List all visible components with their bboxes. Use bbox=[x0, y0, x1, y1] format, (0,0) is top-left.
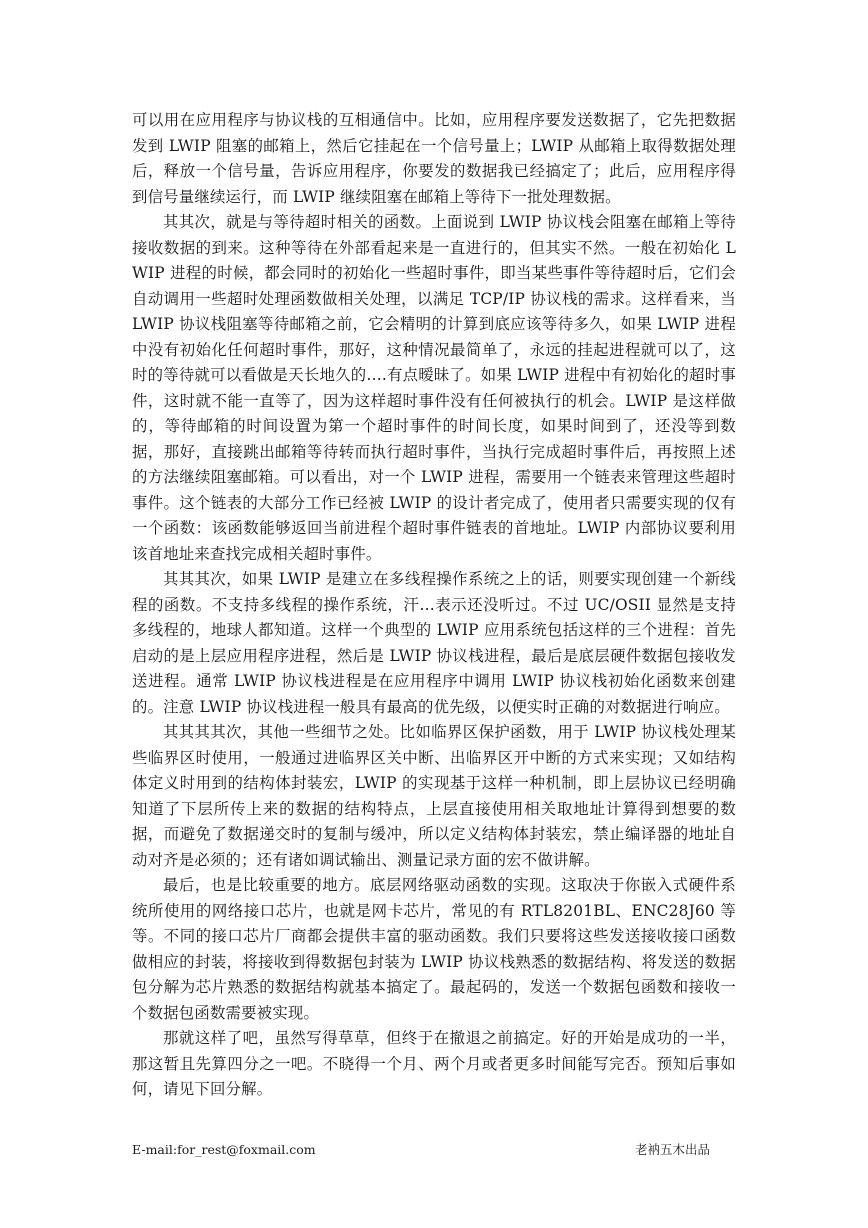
footer-email: E-mail:for_rest@foxmail.com bbox=[132, 1142, 316, 1157]
paragraph-timeout-functions: 其其次，就是与等待超时相关的函数。上面说到 LWIP 协议栈会阻塞在邮箱上等待接收数据的到来。这种等待在外部看起来是一直进行的，但其实不然。一般在初始化 LWIP 进程的时候，都会同时的初始化一些超时事件，即当某些事件等待超时后，它们会自动调用一些超时处理函数做相关处理，以满足 TCP/IP 协议栈的需求。这样看来，当 LWIP 协议栈阻塞等待邮箱之前，它会精明的计算到底应该等待多久，如果 LWIP 进程中没有初始化任何超时事件，那好，这种情况最简单了，永远的挂起进程就可以了，这时的等待就可以看做是天长地久的….有点暧昧了。如果 LWIP 进程中有初始化的超时事件，这时就不能一直等了，因为这样超时事件没有任何被执行的机会。LWIP 是这样做的，等待邮箱的时间设置为第一个超时事件的时间长度，如果时间到了，还没等到数据，那好，直接跳出邮箱等待转而执行超时事件，当执行完成超时事件后，再按照上述的方法继续阻塞邮箱。可以看出，对一个 LWIP 进程，需要用一个链表来管理这些超时事件。这个链表的大部分工作已经被 LWIP 的设计者完成了，使用者只需要实现的仅有一个函数：该函数能够返回当前进程个超时事件链表的首地址。LWIP 内部协议要利用该首地址来查找完成相关超时事件。 bbox=[132, 213, 736, 563]
paragraph-closing: 那就这样了吧，虽然写得草草，但终于在撤退之前搞定。好的开始是成功的一半，那这暂且先算四分之一吧。不晓得一个月、两个月或者更多时间能写完否。预知后事如何，请见下回分解。 bbox=[132, 1029, 736, 1098]
footer-credit: 老衲五木出品 bbox=[634, 1142, 710, 1157]
paragraph-thread-creation: 其其其次，如果 LWIP 是建立在多线程操作系统之上的话，则要实现创建一个新线程的函数。不支持多线程的操作系统，汗…表示还没听过。不过 UC/OSII 显然是支持多线程的，地球人都知道。这样一个典型的 LWIP 应用系统包括这样的三个进程：首先启动的是上层应用程序进程，然后是 LWIP 协议栈进程，最后是底层硬件数据包接收发送进程。通常 LWIP 协议栈进程是在应用程序中调用 LWIP 协议栈初始化函数来创建的。注意 LWIP 协议栈进程一般具有最高的优先级，以便实时正确的对数据进行响应。 bbox=[132, 570, 736, 716]
paragraph-other-details: 其其其其次，其他一些细节之处。比如临界区保护函数，用于 LWIP 协议栈处理某些临界区时使用，一般通过进临界区关中断、出临界区开中断的方式来实现；又如结构体定义时用到的结构体封装宏，LWIP 的实现基于这样一种机制，即上层协议已经明确知道了下层所传上来的数据的结构特点，上层直接使用相关取地址计算得到想要的数据，而避免了数据递交时的复制与缓冲，所以定义结构体封装宏，禁止编译器的地址自动对齐是必须的；还有诸如调试输出、测量记录方面的宏不做讲解。 bbox=[132, 723, 736, 869]
page-footer bbox=[132, 1140, 736, 1160]
paragraph-network-driver: 最后，也是比较重要的地方。底层网络驱动函数的实现。这取决于你嵌入式硬件系统所使用的网络接口芯片，也就是网卡芯片，常见的有 RTL8201BL、ENC28J60 等等。不同的接口芯片厂商都会提供丰富的驱动函数。我们只要将这些发送接收接口函数做相应的封装，将接收到得数据包封装为 LWIP 协议栈熟悉的数据结构、将发送的数据包分解为芯片熟悉的数据结构就基本搞定了。最起码的，发送一个数据包函数和接收一个数据包函数需要被实现。 bbox=[132, 876, 736, 1022]
article-body bbox=[132, 108, 736, 1103]
paragraph-continuation: 可以用在应用程序与协议栈的互相通信中。比如，应用程序要发送数据了，它先把数据发到 LWIP 阻塞的邮箱上，然后它挂起在一个信号量上；LWIP 从邮箱上取得数据处理后，释放一个信号量，告诉应用程序，你要发的数据我已经搞定了；此后，应用程序得到信号量继续运行，而 LWIP 继续阻塞在邮箱上等待下一批处理数据。 bbox=[132, 111, 736, 206]
